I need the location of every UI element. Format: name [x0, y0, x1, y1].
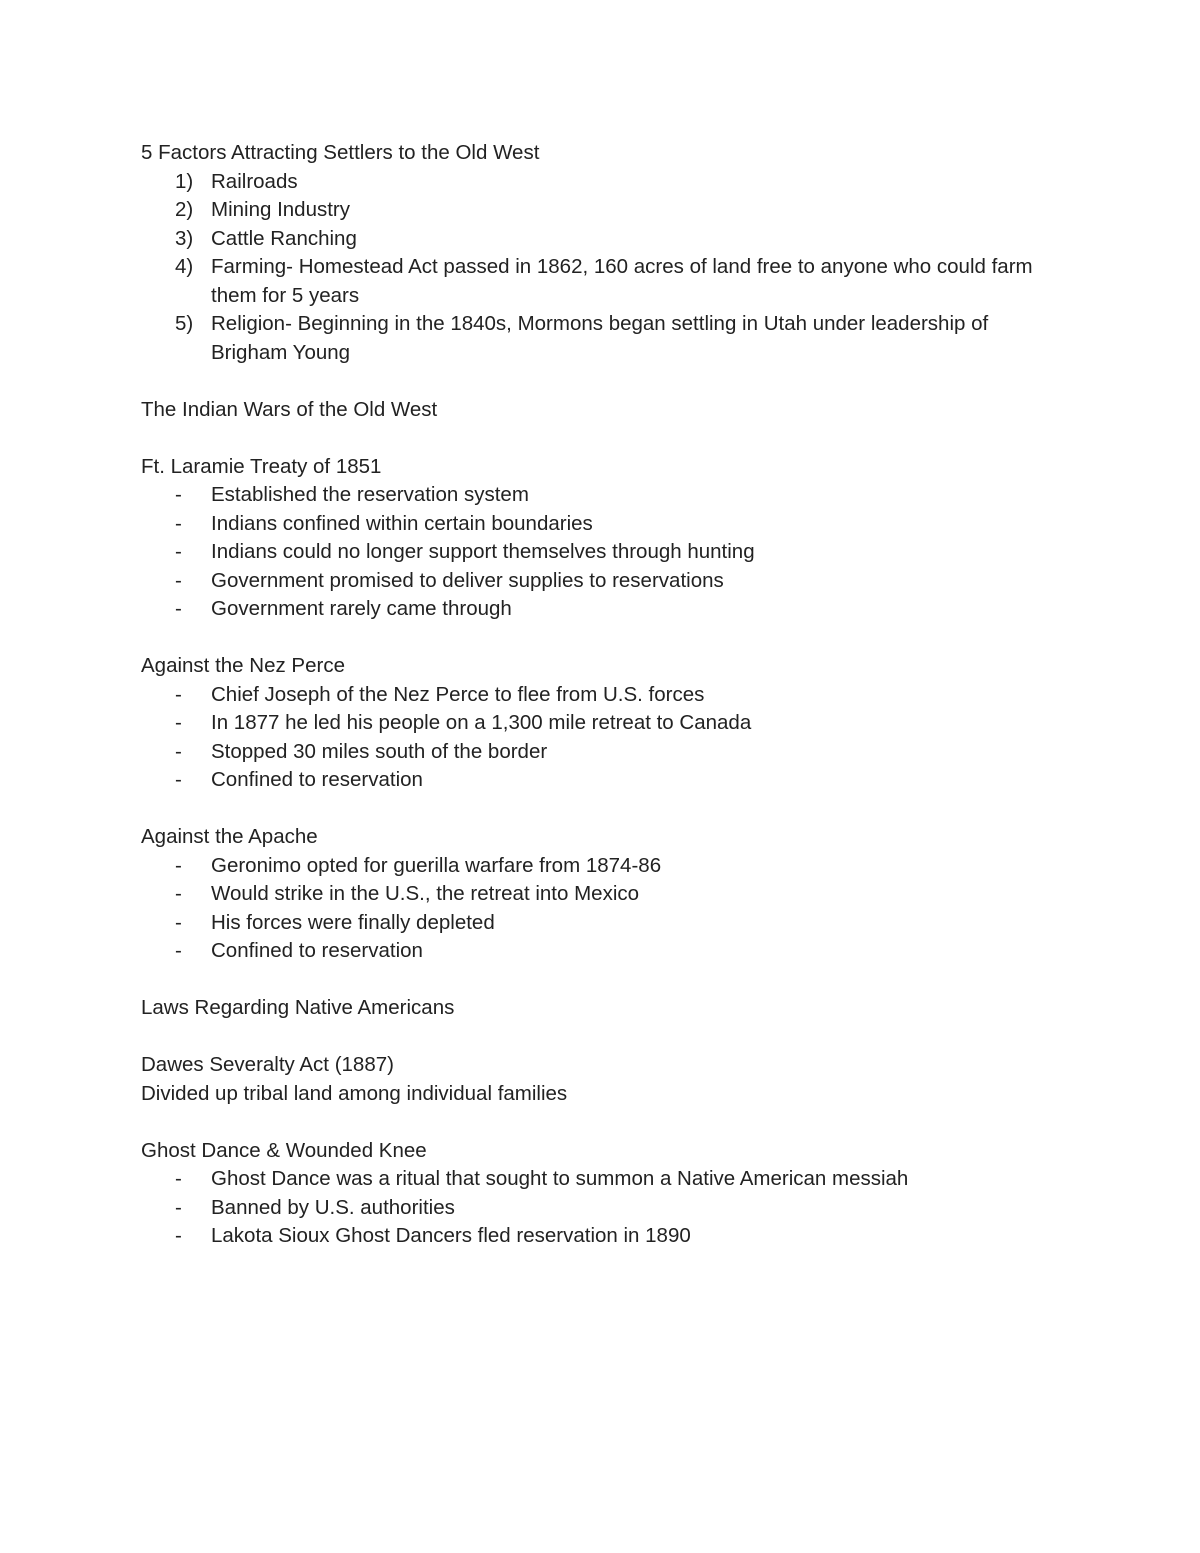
list-item — [141, 681, 1061, 710]
list-item-text: Stopped 30 miles south of the border — [211, 739, 548, 763]
bullet-dash: - — [175, 568, 182, 592]
section-heading-factors: 5 Factors Attracting Settlers to the Old West — [141, 141, 540, 164]
bullet-dash: - — [175, 1167, 182, 1190]
dawes-act-description: Divided up tribal land among individual families — [141, 1081, 568, 1105]
blank-line — [141, 966, 1061, 995]
bullet-dash: - — [175, 483, 182, 506]
blank-line — [141, 424, 1061, 453]
list-item-text: His forces were finally depleted — [211, 910, 495, 934]
list-item — [141, 538, 1061, 567]
list-item — [141, 310, 1061, 367]
list-item — [141, 225, 1061, 254]
list-item — [141, 880, 1061, 909]
bullet-dash: - — [175, 511, 182, 535]
bullet-dash: - — [175, 682, 182, 706]
list-item — [141, 567, 1061, 596]
list-item — [141, 1222, 1061, 1251]
list-item — [141, 852, 1061, 881]
list-item — [141, 1194, 1061, 1223]
document-page — [141, 139, 1061, 1251]
list-number: 2) — [175, 198, 194, 221]
list-item-text: Ghost Dance was a ritual that sought to summon a Native American messiah — [211, 1167, 909, 1190]
bullet-dash: - — [175, 739, 182, 763]
section-heading-indian-wars: The Indian Wars of the Old West — [141, 397, 438, 421]
list-item — [141, 766, 1061, 795]
list-item-text: Mining Industry — [211, 198, 351, 221]
list-number: 5) — [175, 312, 194, 335]
section-heading-laramie-treaty: Ft. Laramie Treaty of 1851 — [141, 454, 382, 478]
section-heading-dawes-act: Dawes Severalty Act (1887) — [141, 1053, 394, 1076]
list-item-text: Geronimo opted for guerilla warfare from 1874-86 — [211, 853, 662, 877]
list-item — [141, 909, 1061, 938]
list-item-text: Government promised to deliver supplies to reservations — [211, 568, 724, 592]
blank-line — [141, 1023, 1061, 1052]
list-item — [141, 481, 1061, 510]
list-item-text: Confined to reservation — [211, 939, 423, 962]
list-item-text: Would strike in the U.S., the retreat into Mexico — [211, 882, 640, 905]
section-heading-laws: Laws Regarding Native Americans — [141, 996, 455, 1019]
list-item-text: Banned by U.S. authorities — [211, 1195, 455, 1219]
bullet-dash: - — [175, 1224, 182, 1247]
list-number: 4) — [175, 255, 194, 278]
blank-line — [141, 795, 1061, 824]
list-item — [141, 253, 1061, 310]
list-number: 1) — [175, 169, 194, 193]
ghost-dance-list — [141, 1165, 1061, 1251]
list-item — [141, 196, 1061, 225]
list-item — [141, 595, 1061, 624]
list-item-text: Established the reservation system — [211, 483, 529, 506]
list-item — [141, 709, 1061, 738]
blank-line — [141, 367, 1061, 396]
bullet-dash: - — [175, 540, 182, 563]
list-item-text: Cattle Ranching — [211, 226, 357, 250]
list-item-text: Chief Joseph of the Nez Perce to flee from U.S. forces — [211, 682, 705, 706]
list-item-text: Indians confined within certain boundaries — [211, 511, 593, 535]
bullet-dash: - — [175, 1195, 182, 1219]
list-item-text: Confined to reservation — [211, 768, 423, 791]
list-item — [141, 510, 1061, 539]
bullet-dash: - — [175, 768, 182, 791]
list-number: 3) — [175, 226, 194, 250]
section-heading-nez-perce: Against the Nez Perce — [141, 654, 345, 677]
blank-line — [141, 1108, 1061, 1137]
list-item — [141, 937, 1061, 966]
list-item — [141, 1165, 1061, 1194]
list-item-text: Farming- Homestead Act passed in 1862, 160 acres of land free to anyone who could farm them for 5 years — [211, 255, 1033, 307]
list-item — [141, 168, 1061, 197]
bullet-dash: - — [175, 882, 182, 905]
bullet-dash: - — [175, 853, 182, 877]
nez-perce-list — [141, 681, 1061, 795]
list-item-text: Railroads — [211, 169, 298, 193]
bullet-dash: - — [175, 939, 182, 962]
list-item-text: Lakota Sioux Ghost Dancers fled reservation in 1890 — [211, 1224, 691, 1247]
apache-list — [141, 852, 1061, 966]
bullet-dash: - — [175, 597, 182, 620]
section-heading-ghost-dance: Ghost Dance & Wounded Knee — [141, 1138, 427, 1162]
bullet-dash: - — [175, 711, 182, 734]
laramie-treaty-list — [141, 481, 1061, 624]
section-heading-apache: Against the Apache — [141, 825, 318, 848]
factors-list — [141, 168, 1061, 368]
list-item-text: In 1877 he led his people on a 1,300 mile retreat to Canada — [211, 711, 752, 734]
bullet-dash: - — [175, 910, 182, 934]
list-item — [141, 738, 1061, 767]
list-item-text: Government rarely came through — [211, 597, 512, 620]
list-item-text: Religion- Beginning in the 1840s, Mormons began settling in Utah under leadership of Brigham Young — [211, 312, 989, 364]
blank-line — [141, 624, 1061, 653]
list-item-text: Indians could no longer support themselves through hunting — [211, 540, 755, 563]
